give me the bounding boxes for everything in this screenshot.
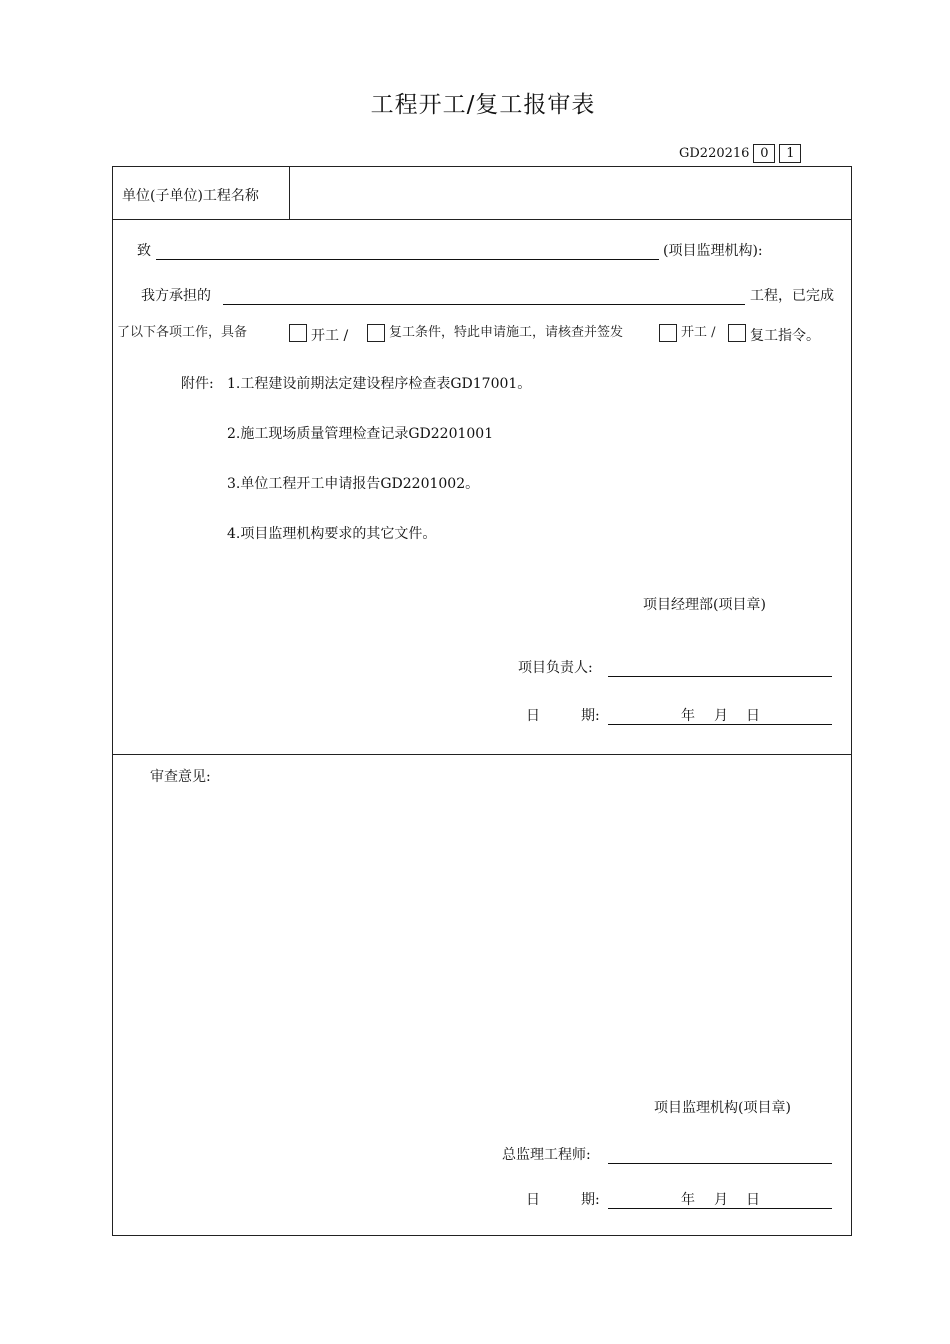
project-name-label: 单位(子单位)工程名称 bbox=[122, 188, 259, 204]
start-checkbox[interactable] bbox=[289, 324, 307, 342]
line3-part1: 了以下各项工作，具备 bbox=[117, 325, 248, 340]
attachment-item: 2.施工现场质量管理检查记录GD2201001 bbox=[227, 426, 494, 442]
start-order-checkbox[interactable] bbox=[659, 324, 677, 342]
form-code-box-1: 0 bbox=[753, 144, 775, 163]
start-option-label: 开工 / bbox=[311, 328, 349, 344]
chief-engineer-label: 总监理工程师: bbox=[502, 1147, 591, 1163]
form-code bbox=[679, 144, 801, 163]
to-prefix: 致 bbox=[137, 243, 151, 259]
start-order-label: 开工 / bbox=[681, 325, 716, 340]
page-title: 工程开工/复工报审表 bbox=[370, 92, 596, 118]
resume-order-label: 复工指令。 bbox=[750, 328, 820, 344]
review-opinion-field[interactable] bbox=[150, 792, 840, 1092]
divider bbox=[113, 754, 851, 755]
form-code-box-2: 1 bbox=[779, 144, 801, 163]
resume-condition-checkbox[interactable] bbox=[367, 324, 385, 342]
supervisor-stamp-label: 项目监理机构(项目章) bbox=[654, 1100, 791, 1116]
date-month: 月 bbox=[714, 1192, 728, 1208]
date-label-ri: 日 bbox=[526, 1192, 540, 1208]
resume-order-checkbox[interactable] bbox=[728, 324, 746, 342]
manager-label: 项目负责人: bbox=[518, 660, 593, 676]
form-table bbox=[112, 166, 852, 1236]
date-month: 月 bbox=[714, 708, 728, 724]
chief-engineer-field[interactable] bbox=[608, 1163, 832, 1164]
line2-suffix: 工程，已完成 bbox=[750, 288, 834, 304]
date-day: 日 bbox=[746, 708, 760, 724]
line2-prefix: 我方承担的 bbox=[141, 288, 211, 304]
date-day: 日 bbox=[746, 1192, 760, 1208]
line3-part2: 复工条件，特此申请施工，请核查并签发 bbox=[389, 325, 624, 340]
header-divider bbox=[289, 167, 290, 220]
project-field[interactable] bbox=[223, 304, 745, 305]
to-suffix: (项目监理机构): bbox=[663, 243, 763, 259]
attachment-item: 4.项目监理机构要求的其它文件。 bbox=[227, 526, 437, 542]
date-year: 年 bbox=[681, 1192, 695, 1208]
attachment-item: 1.工程建设前期法定建设程序检查表GD17001。 bbox=[227, 376, 532, 392]
contractor-stamp-label: 项目经理部(项目章) bbox=[643, 597, 766, 613]
divider bbox=[113, 219, 851, 220]
project-name-field[interactable] bbox=[298, 185, 838, 205]
date-label-qi: 期: bbox=[581, 1192, 600, 1208]
date-label-ri: 日 bbox=[526, 708, 540, 724]
supervisor-org-field[interactable] bbox=[156, 259, 659, 260]
date-label-qi: 期: bbox=[581, 708, 600, 724]
attachments-label: 附件: bbox=[181, 376, 214, 392]
attachment-item: 3.单位工程开工申请报告GD2201002。 bbox=[227, 476, 480, 492]
date-year: 年 bbox=[681, 708, 695, 724]
review-opinion-label: 审查意见: bbox=[150, 769, 211, 785]
manager-field[interactable] bbox=[608, 676, 832, 677]
form-code-prefix: GD220216 bbox=[679, 146, 750, 161]
